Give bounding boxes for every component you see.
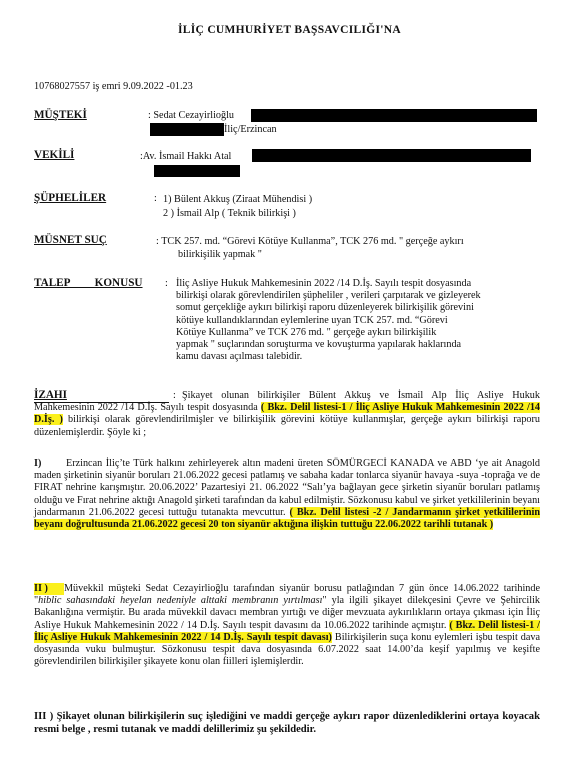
redaction-bar — [251, 109, 537, 122]
supheliler-label: ŞÜPHELİLER — [34, 192, 107, 204]
talep-line: bilirkişi olarak görevlendirilen şüpheliler , verileri çarpıtarak ve gizleyerek — [176, 290, 481, 302]
izahi-text-3: bilirkişi olarak görevlendirilmişler ve bilirkişilik görevini kötüye kullanmışlar, gerçeğe aykırı bilirkişi raporu düzenlemişlerdir. Şöyle ki ; — [34, 414, 541, 438]
redaction-bar — [154, 165, 240, 177]
section-2-highlight: ( Bkz. Delil listesi-1 / İliç Asliye Hukuk Mahkemesinin 2022 / 14 D.İş. Sayılı tespit davası) — [34, 619, 540, 643]
section-1-text: Erzincan İliç’te Türk halkını zehirleyerek altın madeni üreten SÖMÜRGECİ KANADA ve ABD ‘ye ait Anagold maden şirketinin siyanür boruları 21.06.2022 gecesi patlamış ve sabaha kadar tonlarca siyanür havaya -suya -toprağa ve de FIRAT nehrine karışmıştır. 20.06.2022’ Pazartesiyi 21. 06.2022 “Salı’ya bağlayan gece şirketin siyanür boruları patlamış olduğu ve Fırat nehrine aktığı Anagold şirketi tarafından da kabul edilmiştir. Sözkonusu kabul ve şirket yetkililerinin beyanı jandarmanın 21.06.2022 gecesi tuttuğu tutanakta mevcuttur. — [34, 458, 540, 518]
izahi-label: İZAHI — [34, 389, 67, 401]
musteki-line1: : Sedat Cezayirlioğlu — [148, 110, 235, 121]
izahi-text-2: Mahkemesinin 2022 /14 D.İş. Sayılı tespit dosyasında — [34, 402, 258, 414]
talep-line: somut gerçekliğe aykırı bilirkişi raporu düzenleyerek bilirkişilik görevini — [176, 302, 474, 314]
izahi-highlight: ( Bkz. Delil listesi-1 / İliç Asliye Hukuk Mahkemesinin 2022 /14 D.İş. ) — [34, 402, 541, 426]
redaction-bar — [252, 149, 531, 162]
talep-konusu-colon: : — [165, 278, 168, 289]
section-2-text: Müvekkil müşteki Sedat Cezayirlioğlu tarafından siyanür borusu patlağından 7 gün önce 14.06.2022 tarihinde " — [34, 583, 540, 607]
musteki-line2: İliç/Erzincan — [224, 124, 277, 135]
musnet-suc-line1: : TCK 257. md. “Görevi Kötüye Kullanma”, TCK 276 md. " gerçeğe aykırı — [156, 236, 464, 247]
supheli-1: 1) Bülent Akkuş (Ziraat Mühendisi ) — [163, 194, 313, 205]
section-2-text-3: Bilirkişilerin suça konu eylemleri işbu tespit dava dosyasında vuku bulmuştur. Sözkonusu tespit dava dosyasında 6.07.2022 saat 14.00’da keşif yapılmış ve keşifte görevlendirilen bilirkişiler şikayete konu olan fiilleri işlemişlerdir. — [34, 631, 540, 668]
vekili-line1: :Av. İsmail Hakkı Atal — [140, 151, 232, 162]
talep-line: kötüye kullandıklarından eylemlerine uyan TCK 257. md. “Görevi — [176, 314, 448, 326]
section-2-italic: hiblic sahasındaki heyelan nedeniyle alttaki membranın yırtılması — [38, 595, 323, 607]
musnet-suc-line2: bilirkişilik yapmak " — [178, 249, 262, 260]
izahi-paragraph — [34, 390, 540, 439]
redaction-bar — [150, 123, 224, 136]
supheli-2: 2 ) İsmail Alp ( Teknik bilirkişi ) — [163, 208, 296, 219]
musnet-suc-label: MÜSNET SUÇ — [34, 234, 107, 246]
talep-line: kamu davası açılması talebidir. — [176, 351, 303, 363]
izahi-colon: : — [173, 390, 176, 401]
section-2-number: II ) — [34, 583, 64, 595]
talep-line: Kötüye Kullanma” ve TCK 276 md. " gerçeğe aykırı bilirkişilik — [176, 326, 437, 338]
talep-line: yapmak " suçlarından soruşturma ve kovuşturma yapılarak haklarında — [176, 339, 462, 351]
talep-konusu-label: TALEP KONUSU — [34, 277, 143, 289]
vekili-label: VEKİLİ — [34, 149, 75, 161]
supheliler-colon: : — [154, 193, 157, 204]
page-title: İLİÇ CUMHURİYET BAŞSAVCILIĞI'NA — [178, 24, 401, 36]
reference-number: 10768027557 iş emri 9.09.2022 -01.23 — [34, 81, 193, 92]
section-2-paragraph — [34, 583, 540, 668]
talep-line: İliç Asliye Hukuk Mahkemesinin 2022 /14 D.İş. Sayılı tespit dosyasında — [176, 278, 472, 289]
section-1-paragraph — [34, 458, 540, 531]
izahi-text-1: Şikayet olunan bilirkişiler Bülent Akkuş ve İsmail Alp İliç Asliye Hukuk — [182, 390, 540, 401]
section-3-paragraph: III ) Şikayet olunan bilirkişilerin suç işlediğini ve maddi gerçeğe aykırı rapor düzenlediklerini ortaya koyacak resmi belge , resmi tutanak ve maddi delillerimiz şu şekildedir. — [34, 711, 540, 735]
section-1-number: I) — [34, 458, 42, 469]
section-2-text-2: " yla ilgili şikayet dilekçesini Çevre ve Şehircilik Bakanlığına vermiştir. Bu arada müvekkil davacı membran yırtığı ve diğer mevzuata aykırılıkların ortaya çıkması için İliç Asliye Hukuk Mahkemesinin 2022 / 14 D.İş. Sayılı tespit davasını da 10.06.2022 tarihinde açmıştır. — [34, 595, 541, 631]
talep-konusu-text — [176, 278, 539, 363]
musteki-label: MÜŞTEKİ — [34, 109, 87, 121]
section-1-highlight: ( Bkz. Delil listesi -2 / Jandarmanın şirket yetkililerinin beyanı doğrultusunda 21.06.2022 gecesi 20 ton siyanür aktığına ilişkin tuttuğu 22.06.2022 tarihli tutanak ) — [34, 506, 540, 531]
